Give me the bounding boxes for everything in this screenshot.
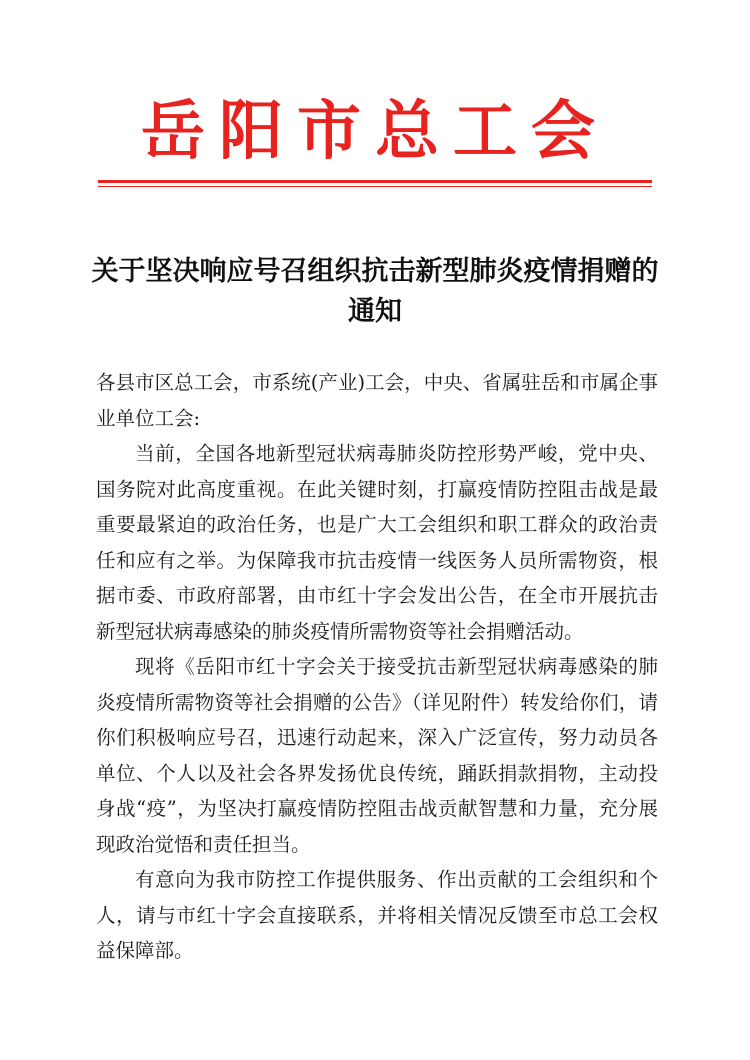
paragraph-3: 有意向为我市防控工作提供服务、作出贡献的工会组织和个人，请与市红十字会直接联系，并将相关情况反馈至市总工会权益保障部。 <box>96 868 658 962</box>
header-rule-thin <box>98 186 652 187</box>
salutation: 各县市区总工会，市系统(产业)工会，中央、省属驻岳和市属企事业单位工会: <box>96 371 658 430</box>
paragraph-1: 当前，全国各地新型冠状病毒肺炎防控形势严峻，党中央、国务院对此高度重视。在此关键时刻，打赢疫情防控阻击战是最重要最紧迫的政治任务，也是广大工会组织和职工群众的政治责任和应有之举。为保障我市抗击疫情一线医务人员所需物资，根据市委、市政府部署，由市红十字会发出公告，在全市开展抗击新型冠状病毒感染的肺炎疫情所需物资等社会捐赠活动。 <box>96 442 658 643</box>
header-rule-thick <box>98 180 652 183</box>
document-body <box>96 365 658 969</box>
document-title: 关于坚决响应号召组织抗击新型肺炎疫情捐赠的通知 <box>91 256 659 327</box>
org-name-header: 岳阳市总工会 <box>141 94 609 169</box>
paragraph-2: 现将《岳阳市红十字会关于接受抗击新型冠状病毒感染的肺炎疫情所需物资等社会捐赠的公告》（详见附件）转发给你们，请你们积极响应号召，迅速行动起来，深入广泛宣传，努力动员各单位、个人以及社会各界发扬优良传统，踊跃捐款捐物，主动投身战“疫”，为坚决打赢疫情防控阻击战贡献智慧和力量，充分展现政治觉悟和责任担当。 <box>96 655 658 856</box>
